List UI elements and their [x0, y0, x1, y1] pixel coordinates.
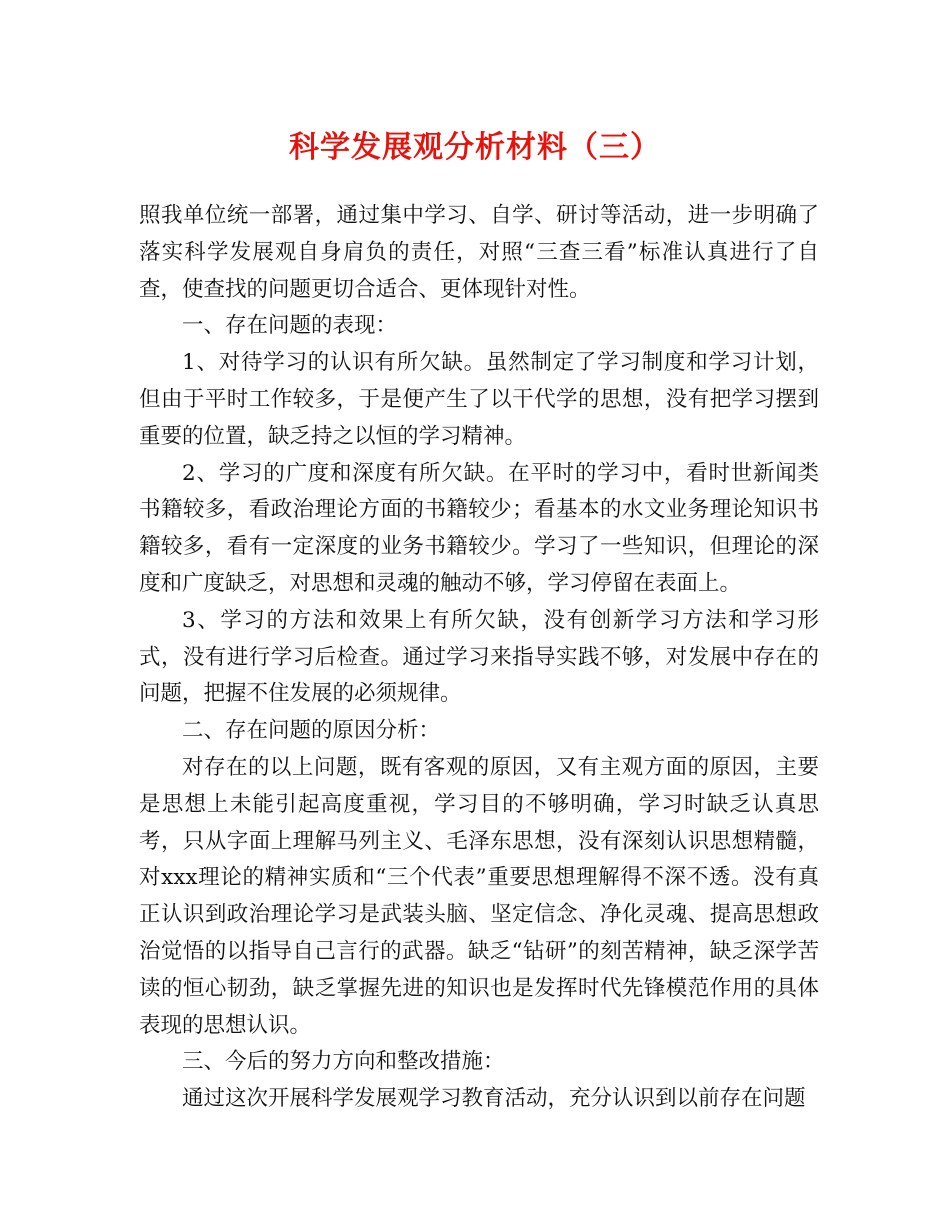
paragraph-problem-3: 3、学习的方法和效果上有所欠缺，没有创新学习方法和学习形式，没有进行学习后检查。通过学习来指导实践不够，对发展中存在的问题，把握不住发展的必须规律。: [139, 607, 819, 707]
paragraph-causes: 对存在的以上问题，既有客观的原因，又有主观方面的原因，主要是思想上未能引起高度重视，学习目的不够明确，学习时缺乏认真思考，只从字面上理解马列主义、毛泽东思想，没有深刻认识思想精髓，对xxx理论的精神实质和“三个代表”重要思想理解得不深不透。没有真正认识到政治理论学习是武装头脑、坚定信念、净化灵魂、提高思想政治觉悟的以指导自己言行的武器。缺乏“钻研”的刻苦精神，缺乏深学苦读的恒心韧劲，缺乏掌握先进的知识也是发挥时代先锋模范作用的具体表现的思想认识。: [139, 754, 819, 1038]
section-heading-measures: 三、今后的努力方向和整改措施：: [182, 1049, 505, 1075]
paragraph-problem-2: 2、学习的广度和深度有所欠缺。在平时的学习中，看时世新闻类书籍较多，看政治理论方面的书籍较少；看基本的水文业务理论知识书籍较多，看有一定深度的业务书籍较少。学习了一些知识，但理论的深度和广度缺乏，对思想和灵魂的触动不够，学习停留在表面上。: [139, 460, 819, 596]
paragraph-measures: 通过这次开展科学发展观学习教育活动，充分认识到以前存在问题: [182, 1086, 806, 1112]
paragraph-problem-1: 1、对待学习的认识有所欠缺。虽然制定了学习制度和学习计划，但由于平时工作较多，于是便产生了以干代学的思想，没有把学习摆到重要的位置，缺乏持之以恒的学习精神。: [139, 350, 819, 449]
section-heading-problems: 一、存在问题的表现：: [182, 313, 398, 339]
document-title: 科学发展观分析材料（三）: [289, 130, 661, 165]
document-body: [139, 198, 819, 1118]
section-heading-causes: 二、存在问题的原因分析：: [182, 718, 441, 744]
paragraph-intro: 照我单位统一部署，通过集中学习、自学、研讨等活动，进一步明确了落实科学发展观自身肩负的责任，对照“三查三看”标准认真进行了自查，使查找的问题更切合适合、更体现针对性。: [139, 203, 819, 302]
